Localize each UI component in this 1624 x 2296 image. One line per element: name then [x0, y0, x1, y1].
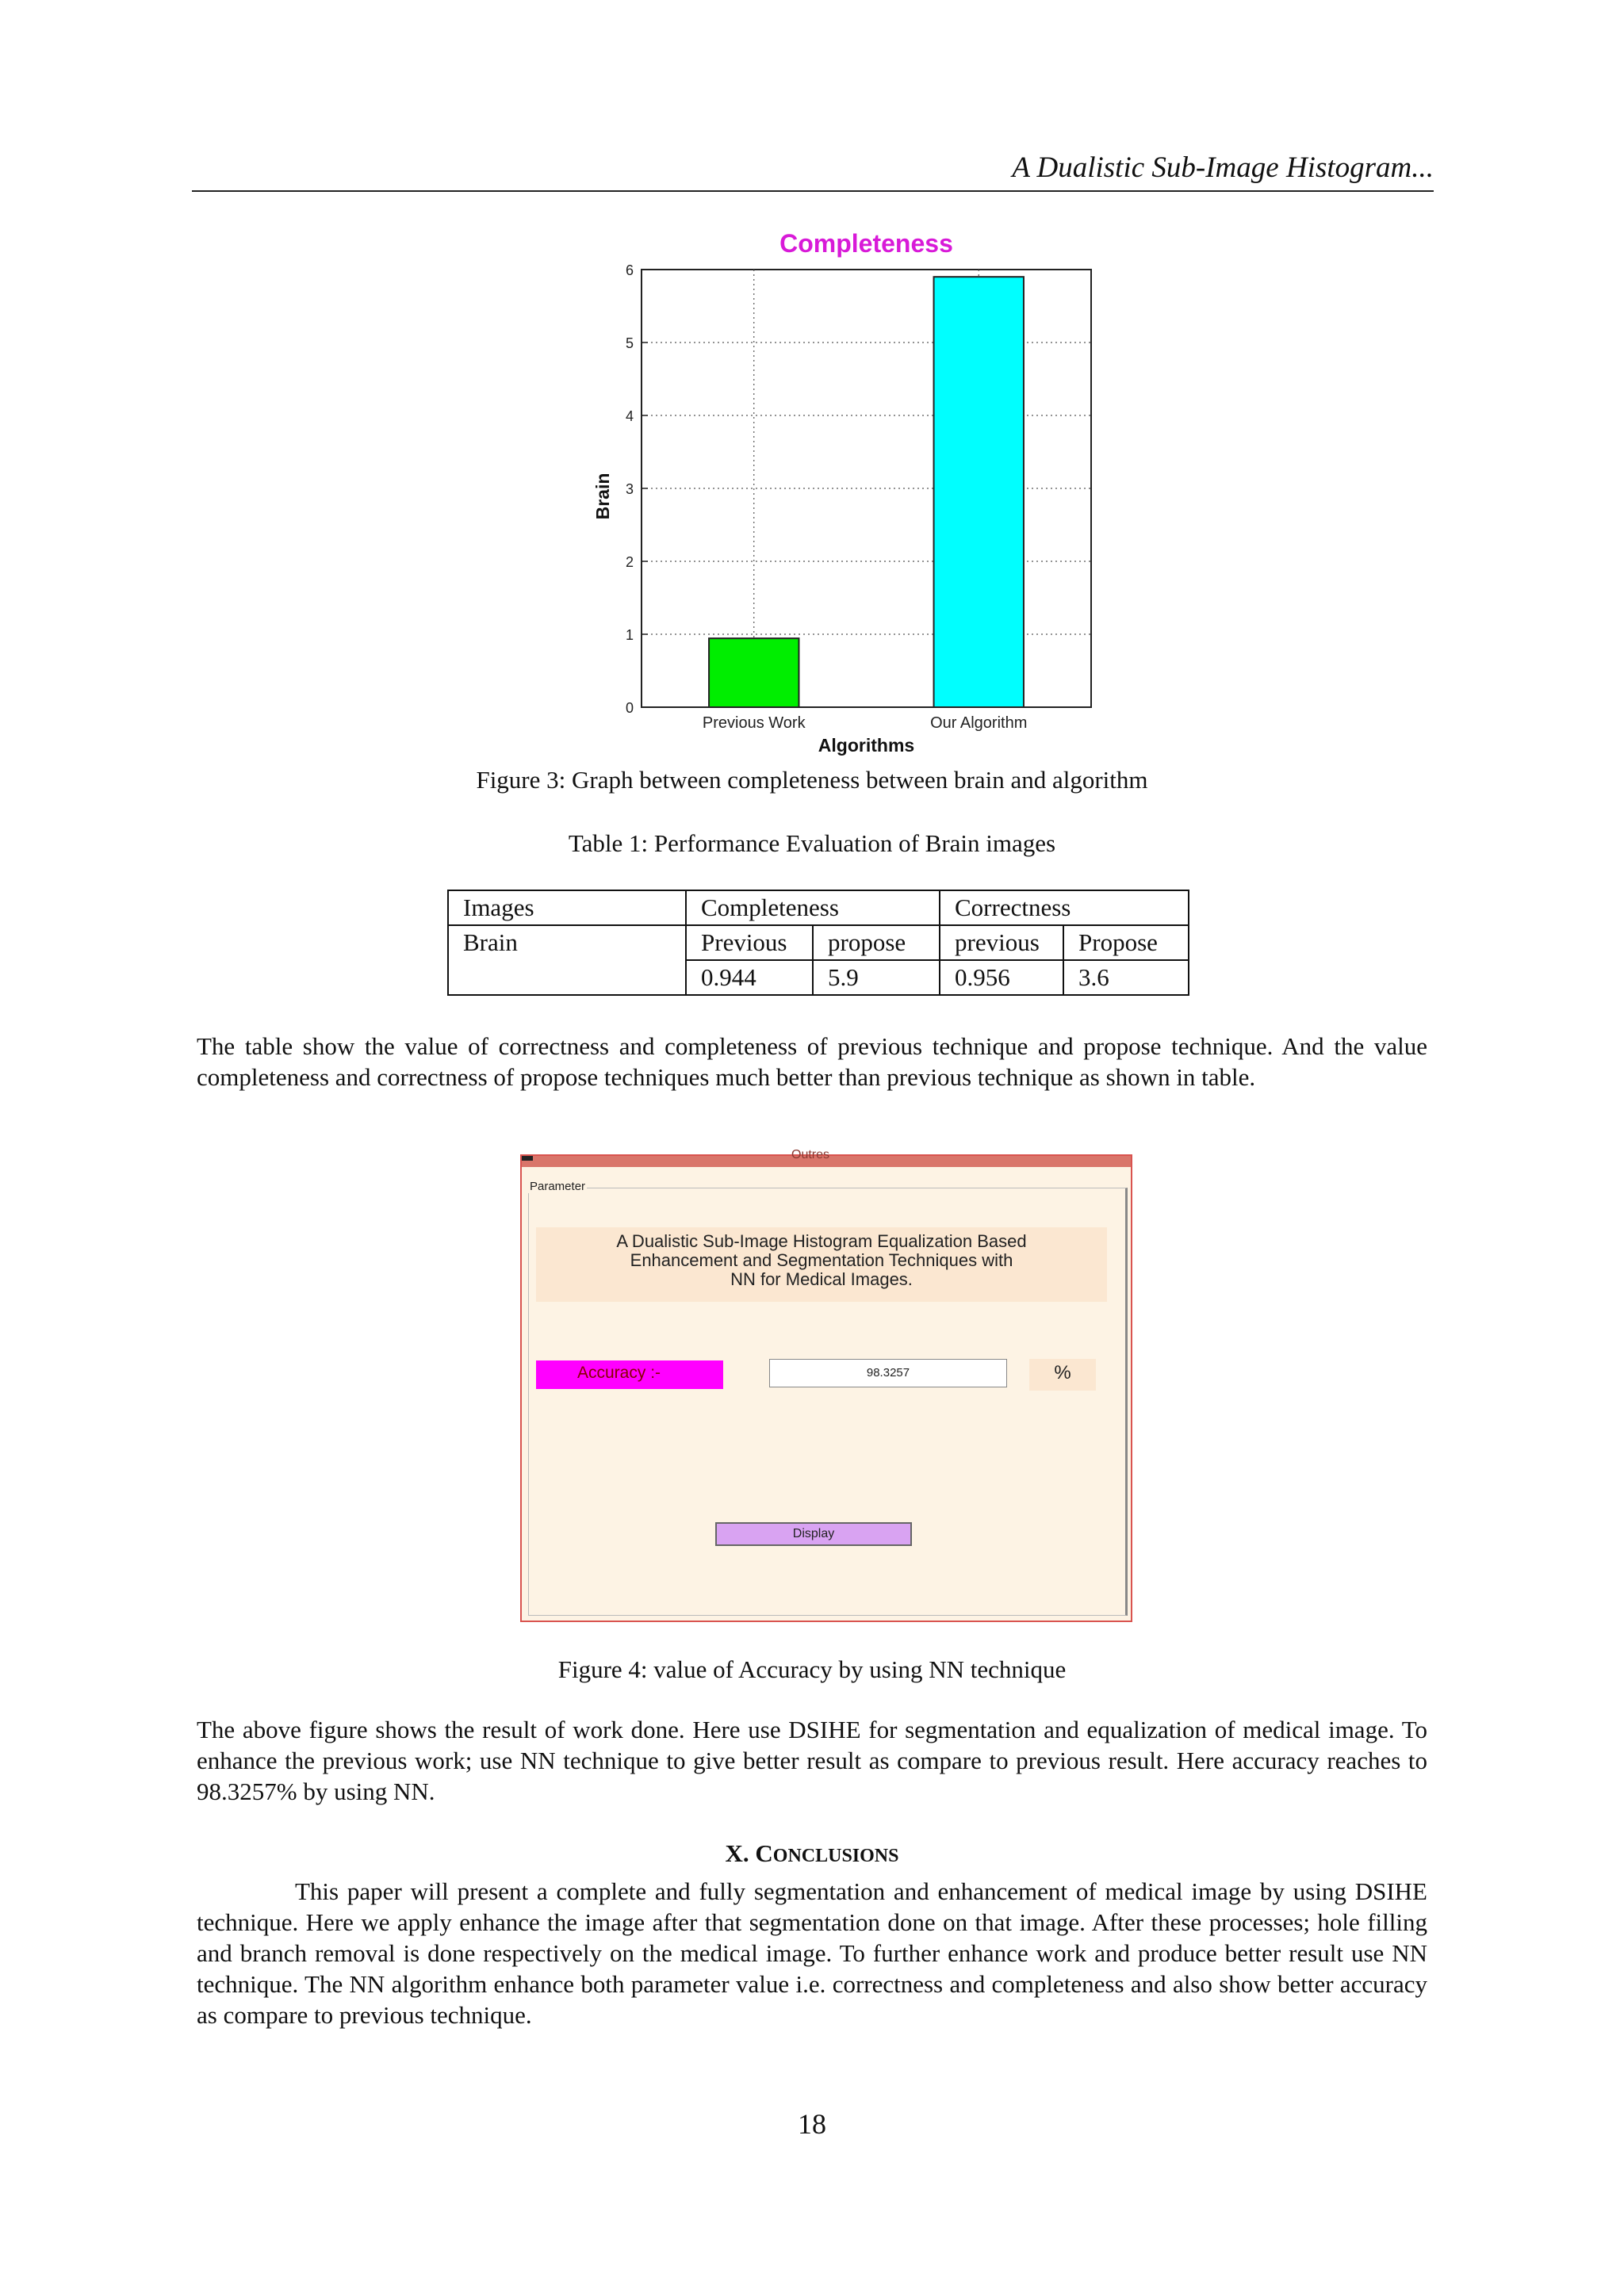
- table-cell: Propose: [1063, 925, 1189, 960]
- completeness-bar-chart: [571, 222, 1110, 761]
- section-heading-conclusions: [0, 1839, 1624, 1868]
- table-header-row: [448, 890, 1189, 925]
- table-cell: Completeness: [686, 890, 940, 925]
- table-cell: Previous: [686, 925, 813, 960]
- table-cell: Images: [448, 890, 686, 925]
- y-tick-label: 5: [625, 335, 634, 351]
- performance-table: [447, 890, 1189, 996]
- accuracy-value-field[interactable]: 98.3257: [769, 1359, 1007, 1387]
- bar: [934, 277, 1024, 707]
- y-tick-label: 6: [625, 262, 634, 278]
- description-line: Enhancement and Segmentation Techniques with: [630, 1250, 1013, 1270]
- page-number: 18: [798, 2108, 826, 2140]
- section-title-rest: ONCLUSIONS: [772, 1846, 899, 1866]
- table-1-caption: Table 1: Performance Evaluation of Brain images: [568, 829, 1056, 857]
- x-tick-label: Our Algorithm: [930, 714, 1028, 732]
- table-cell: Brain: [448, 925, 686, 960]
- running-title: A Dualistic Sub-Image Histogram...: [1012, 151, 1434, 184]
- window-title: Outres: [791, 1148, 830, 1161]
- window-menu-icon[interactable]: [522, 1156, 533, 1161]
- section-title-initial: C: [755, 1839, 773, 1867]
- y-tick-label: 3: [625, 481, 634, 497]
- app-description: [536, 1227, 1107, 1302]
- paragraph-table-discussion: The table show the value of correctness and completeness of previous technique and propose technique. And the value completeness and correctness of propose techniques much better than previous technique as shown in table.: [197, 1032, 1427, 1091]
- x-tick-label: Previous Work: [702, 714, 806, 732]
- header-rule: [192, 190, 1434, 192]
- y-tick-label: 4: [625, 408, 634, 424]
- figure-4-caption: Figure 4: value of Accuracy by using NN technique: [557, 1655, 1067, 1683]
- table-cell: previous: [940, 925, 1063, 960]
- table-cell: 5.9: [813, 960, 940, 995]
- paragraph-conclusions: This paper will present a complete and fully segmentation and enhancement of medical image by using DSIHE technique. Here we apply enhance the image after that segmentation done on that image. After these processes; hole filling and branch removal is done respectively on the medical image. To further enhance work and produce better result use NN technique. The NN algorithm enhance both parameter value i.e. correctness and completeness and also show better accuracy as compare to previous technique.: [197, 1877, 1427, 2029]
- figure-3-caption: Figure 3: Graph between completeness between brain and algorithm: [476, 766, 1148, 794]
- chart-title: Completeness: [779, 229, 953, 258]
- bar: [709, 638, 799, 707]
- description-line: A Dualistic Sub-Image Histogram Equalization Based: [616, 1231, 1027, 1251]
- table-cell: [448, 960, 686, 995]
- table-cell: 0.956: [940, 960, 1063, 995]
- table-cell: 0.944: [686, 960, 813, 995]
- y-tick-label: 2: [625, 554, 634, 570]
- description-line: NN for Medical Images.: [730, 1269, 913, 1289]
- parameter-panel-label: Parameter: [530, 1180, 586, 1193]
- table-cell: propose: [813, 925, 940, 960]
- accuracy-label: Accuracy :-: [536, 1360, 723, 1389]
- table-cell: 3.6: [1063, 960, 1189, 995]
- section-number: X.: [725, 1839, 749, 1867]
- accuracy-app-window: [520, 1148, 1132, 1622]
- table-cell: Correctness: [940, 890, 1189, 925]
- y-axis-label: Brain: [592, 473, 613, 520]
- y-tick-label: 0: [625, 700, 634, 716]
- paragraph-results: The above figure shows the result of work done. Here use DSIHE for segmentation and equalization of medical image. To enhance the previous work; use NN technique to give better result as compare to previous result. Here accuracy reaches to 98.3257% by using NN.: [197, 1716, 1427, 1805]
- table-row: [448, 925, 1189, 960]
- x-axis-label: Algorithms: [818, 735, 915, 756]
- y-tick-label: 1: [625, 627, 634, 643]
- table-row: [448, 960, 1189, 995]
- display-button[interactable]: Display: [715, 1522, 912, 1546]
- percent-label: %: [1029, 1359, 1096, 1391]
